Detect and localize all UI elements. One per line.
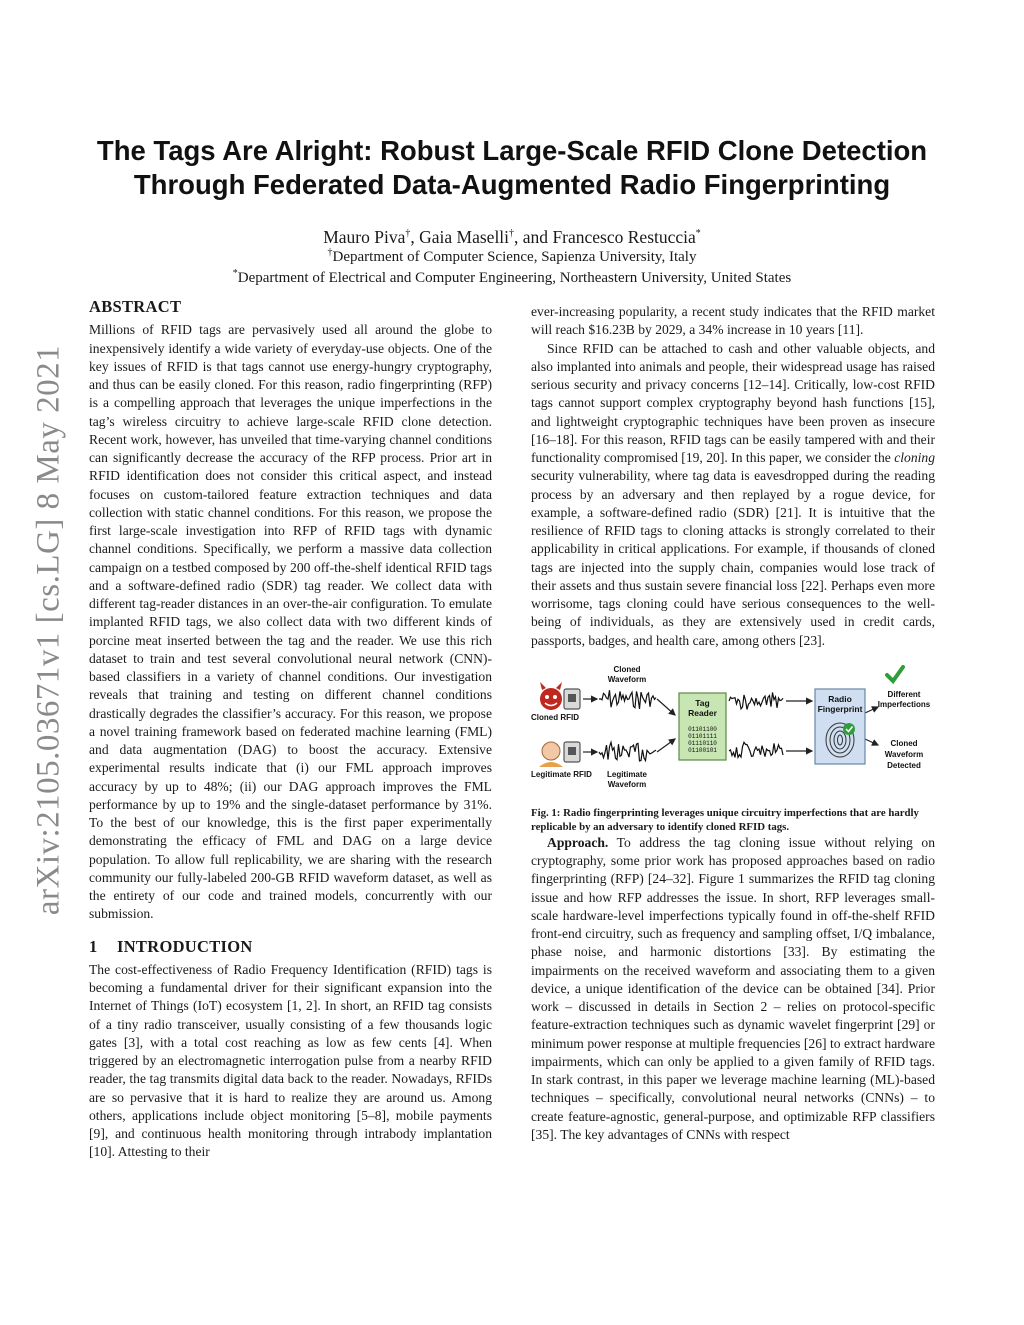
left-column xyxy=(89,298,492,1162)
title-line-1: The Tags Are Alright: Robust Large-Scale RFID Clone Detection xyxy=(96,135,928,166)
approach-run-in-heading: Approach. xyxy=(547,834,609,850)
legit-rfid-label: Legitimate RFID xyxy=(531,769,592,779)
arrow xyxy=(865,739,878,745)
author-name: Francesco Restuccia xyxy=(552,227,696,247)
cloned-tag-chip-icon xyxy=(564,689,580,709)
affiliation-mark: † xyxy=(509,228,515,240)
fingerprint-check-badge xyxy=(843,723,855,735)
cloned-waveform-signal xyxy=(599,690,656,709)
affiliation-1: †Department of Computer Science, Sapienza University, Italy xyxy=(327,247,697,265)
different-imperfections-2: Imperfections xyxy=(877,699,931,709)
affiliation-mark: † xyxy=(405,228,411,240)
right-column xyxy=(531,303,935,1144)
arrow xyxy=(657,739,675,752)
cloned-detected-2: Waveform xyxy=(884,749,924,759)
arrow xyxy=(865,707,878,713)
affiliation-mark: * xyxy=(695,228,701,240)
cloned-detected-1: Cloned xyxy=(890,738,918,748)
affiliation-2: *Department of Electrical and Computer Engineering, Northeastern University, United States xyxy=(232,268,792,286)
cloned-waveform-label-2: Waveform xyxy=(607,674,647,684)
emphasis-cloning: cloning xyxy=(894,450,935,465)
author-list: Mauro Piva†, Gaia Maselli†, and Francesco Restuccia* xyxy=(323,227,701,247)
author-name: Mauro Piva xyxy=(323,227,406,247)
figure-1 xyxy=(531,663,935,798)
bit-string: 01110110 xyxy=(688,739,717,747)
arxiv-sidebar xyxy=(26,344,72,916)
legit-tag-chip-icon xyxy=(564,742,580,762)
big-check-icon xyxy=(887,667,903,681)
introduction-heading: 1 INTRODUCTION xyxy=(89,936,253,956)
author-name: Gaia Maselli xyxy=(419,227,510,247)
title-line-2: Through Federated Data-Augmented Radio Fingerprinting xyxy=(133,169,891,200)
cloned-rfid-label: Cloned RFID xyxy=(531,712,579,722)
legit-waveform-label-1: Legitimate xyxy=(606,769,648,779)
legit-waveform-signal xyxy=(599,742,656,761)
cloned-detected-3: Detected xyxy=(887,760,921,770)
figure-1-caption: Fig. 1: Radio fingerprinting leverages unique circuitry imperfections that are hardly replicable by an adversary to identify cloned RFID tags. xyxy=(531,806,919,833)
approach-paragraph: Approach. To address the tag cloning issue without relying on cryptography, some prior work has proposed approaches based on radio fingerprinting (RFP) [24–32]. Figure 1 summarizes the RFID tag cloning issue and how RFP addresses the issue. In short, RFP leverages small-scale hardware-level imperfections typically found in off-the-shelf RFID front-end circuitry, such as frequency and sampling offset, I/Q imbalance, phase noise, and harmonic distortions [33]. By estimating the impairments on the received waveform and associating them to a given device, a unique identification of the device can be obtained [34]. Prior work – discussed in details in Section 2 – relies on protocol-specific feature-extraction techniques such as dynamic wavelet fingerprint [29] or minimum power response at multiple frequencies [26] to extract hardware impairments, which can only be applied to a given family of RFID tags. In stark contrast, in this paper we leverage machine learning (ML)-based techniques – specifically, convolutional neural networks (CNNs) – to create feature-agnostic, general-purpose, and optimizable RFP classifiers [35]. The key advantages of CNNs with respect xyxy=(531,834,935,1142)
bit-string: 01101111 xyxy=(688,732,717,740)
figure-1-diagram xyxy=(531,663,935,798)
bit-string: 01100101 xyxy=(688,746,717,754)
arrow xyxy=(657,699,675,715)
legit-waveform-label-2: Waveform xyxy=(607,779,647,789)
different-imperfections-1: Different xyxy=(887,689,921,699)
reader-output-waveform-bottom xyxy=(729,742,783,757)
bit-string: 01101100 xyxy=(688,725,717,733)
intro-paragraph-1-continued: ever-increasing popularity, a recent study indicates that the RFID market will reach $16.23B by 2029, a 34% increase in 10 years [11]. xyxy=(531,304,935,338)
abstract-text: Millions of RFID tags are pervasively used all around the globe to inexpensively identify a wide variety of everyday-use objects. One of the key issues of RFID is that tags cannot use energy-hungry cryptography, and thus can be easily cloned. For this reason, radio fingerprinting (RFP) is a compelling approach that leverages the unique imperfections in the tag’s wireless circuitry to achieve large-scale RFID clone detection. Recent work, however, has unveiled that time-varying channel conditions can significantly decrease the accuracy of the RFP process. Prior art in RFID identification does not consider this critical aspect, and instead focuses on custom-tailored feature extraction techniques and data collection with static channel conditions. For this reason, we propose the first large-scale investigation into RFP of RFID tags with dynamic channel conditions. Specifically, we perform a massive data collection campaign on a testbed composed by 200 off-the-shelf identical RFID tags and a software-defined radio (SDR) tag reader. We collect data with different tag-reader distances in an over-the-air configuration. To emulate implanted RFID tags, we also collect data with two different kinds of porcine meat inserted between the tag and the reader. We use this rich dataset to train and test several convolutional neural network (CNN)-based classifiers in a variety of channel conditions. Our investigation reveals that training and testing on different channel conditions drastically degrades the classifier’s accuracy. For this reason, we propose a novel training framework based on federated machine learning (FML) and data augmentation (DAG) to boost the accuracy. Extensive experimental results indicate that (i) our FML approach improves accuracy by up to 48%; (ii) our DAG approach improves the FML performance by up to 19% and the single-dataset performance by 31%. To the best of our knowledge, this is the first paper experimentally demonstrating the efficacy of FML and DAG on a large device population. To allow full replicability, we are sharing with the research community our fully-labeled 200-GB RFID waveform dataset, as well as the entirety of our code and trained models, concurrently with our submission. xyxy=(89,322,492,922)
abstract-heading: ABSTRACT xyxy=(89,297,182,316)
tag-reader-label-2: Reader xyxy=(688,707,717,718)
reader-output-waveform-top xyxy=(729,692,783,709)
intro-paragraph-1: The cost-effectiveness of Radio Frequency Identification (RFID) tags is becoming a fundamental driver for their significant expansion into the Internet of Things (IoT) ecosystem [1, 2]. In short, an RFID tag consists of a tiny radio transceiver, usually consisting of a few thousands logic gates [3], with a total cost reaching as low as few cents [4]. When triggered by an electromagnetic interrogation pulse from a nearby RFID reader, the tag transmits digital data back to the reader. Nowadays, RFIDs are so pervasive that it is hard to realize they are around us. Among others, applications include object monitoring [5–8], mobile payments [9], and continuous health monitoring through intrabody implantation [10]. Attesting to their xyxy=(89,961,492,1160)
radio-fingerprint-label-2: Fingerprint xyxy=(817,703,863,714)
intro-paragraph-2: Since RFID can be attached to cash and other valuable objects, and also implanted into animals and people, their widespread usage has raised serious security and privacy concerns [12–14]. Critically, low-cost RFID tags cannot support complex cryptography beyond hash functions [15], and lightweight cryptographic techniques have been proven as insecure [16–18]. For this reason, RFID tags can be easily tampered with and their functionality compromised [19, 20]. In this paper, we consider the cloning security vulnerability, where tag data is eavesdropped during the reading process by an adversary and then replayed by a rogue device, for example, a software-defined radio (SDR) [21]. It is intuitive that the resilience of RFID tags to cloning attacks is strongly correlated to their applicability in critical applications. For example, if thousands of cloned tags are injected into the supply chain, companies would lose track of their assets and thus sustain severe financial loss [22]. Perhaps even more worrisome, tags cloning could have serious consequences to the well-being of individuals, as they are extensively used in credit cards, passports, badges, and health care, among others [23]. xyxy=(531,340,935,648)
arxiv-identifier: arXiv:2105.03671v1 [cs.LG] 8 May 2021 xyxy=(30,344,67,916)
paper-title xyxy=(80,134,944,202)
radio-fingerprint-label-1: Radio xyxy=(828,693,852,704)
tag-reader-label-1: Tag xyxy=(695,697,710,708)
person-icon xyxy=(539,742,563,767)
cloned-waveform-label-1: Cloned xyxy=(613,664,641,674)
devil-icon xyxy=(540,682,562,710)
